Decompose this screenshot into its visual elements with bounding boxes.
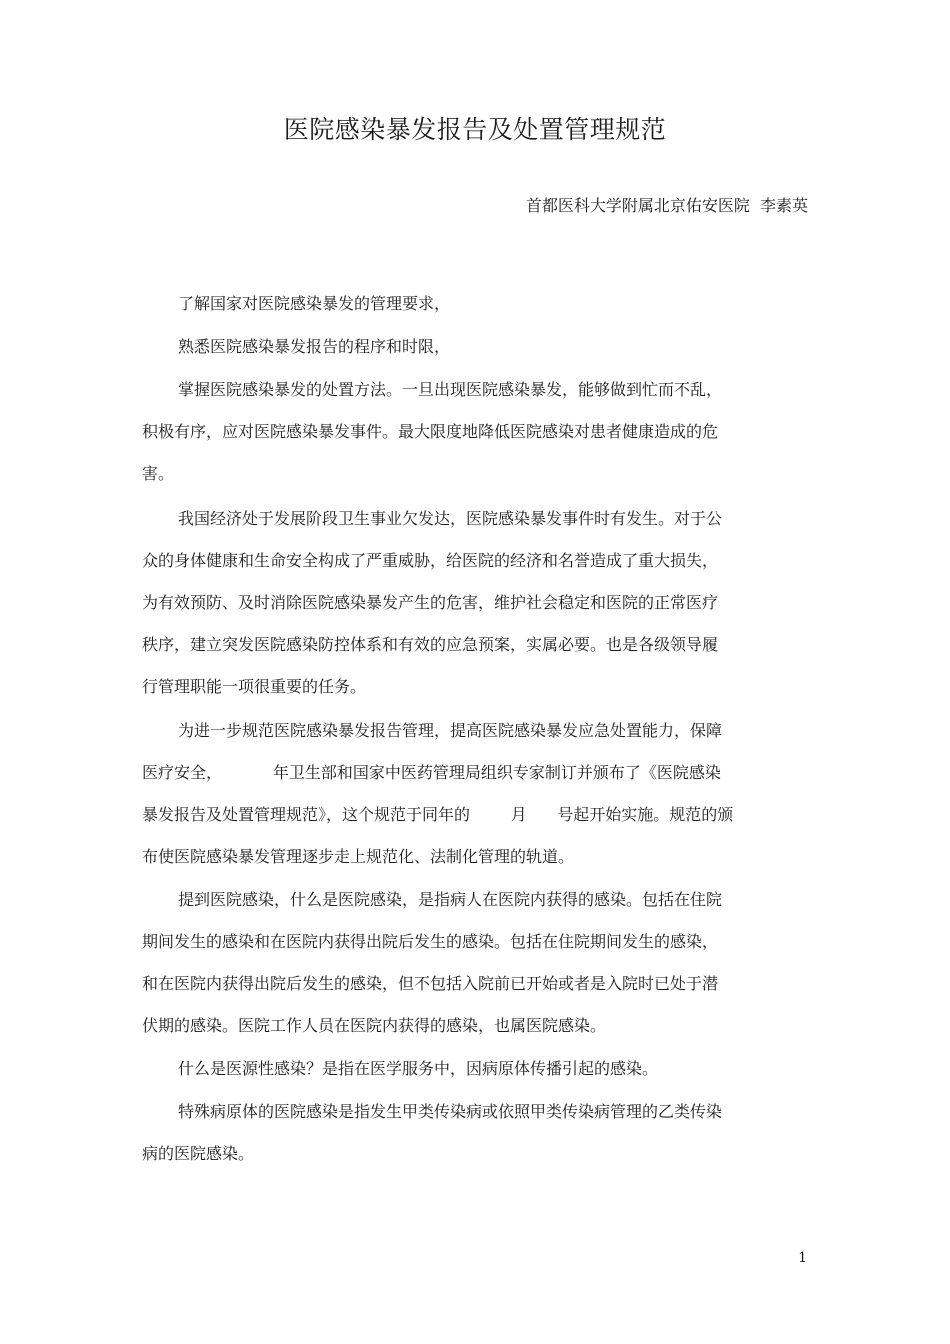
paragraph-line: 医疗安全， 年卫生部和国家中医药管理局组织专家制订并颁布了《医院感染	[142, 763, 721, 782]
paragraph-5	[142, 710, 812, 878]
paragraph-line: 害。	[142, 464, 175, 483]
paragraph-line: 积极有序，应对医院感染暴发事件。最大限度地降低医院感染对患者健康造成的危	[142, 422, 719, 441]
paragraph-line: 病的医院感染。	[142, 1144, 255, 1163]
paragraph-7	[142, 1048, 812, 1090]
paragraph-6	[142, 879, 812, 1047]
paragraph-line: 伏期的感染。医院工作人员在医院内获得的感染，也属医院感染。	[142, 1016, 607, 1035]
paragraph-line: 众的身体健康和生命安全构成了严重威胁，给医院的经济和名誉造成了重大损失，	[142, 551, 719, 570]
paragraph-line: 为有效预防、及时消除医院感染暴发产生的危害，维护社会稳定和医院的正常医疗	[142, 593, 719, 612]
paragraph-line: 了解国家对医院感染暴发的管理要求，	[178, 294, 451, 313]
paragraph-line: 什么是医源性感染？是指在医学服务中，因病原体传播引起的感染。	[178, 1059, 659, 1078]
paragraph-line: 特殊病原体的医院感染是指发生甲类传染病或依照甲类传染病管理的乙类传染	[178, 1102, 723, 1121]
paragraph-line: 提到医院感染，什么是医院感染，是指病人在医院内获得的感染。包括在住院	[178, 890, 723, 909]
paragraph-line: 为进一步规范医院感染暴发报告管理，提高医院感染暴发应急处置能力，保障	[178, 721, 723, 740]
paragraph-line: 我国经济处于发展阶段卫生事业欠发达，医院感染暴发事件时有发生。对于公	[178, 509, 723, 528]
paragraph-2	[142, 326, 812, 368]
paragraph-8	[142, 1091, 812, 1175]
paragraph-line: 秩序，建立突发医院感染防控体系和有效的应急预案，实属必要。也是各级领导履	[142, 635, 719, 654]
author-affiliation: 首都医科大学附属北京佑安医院 李素英	[525, 196, 808, 215]
paragraph-line: 暴发报告及处置管理规范》，这个规范于同年的 月 号起开始实施。规范的颁	[142, 805, 734, 824]
paragraph-line: 行管理职能一项很重要的任务。	[142, 677, 367, 696]
document-title: 医院感染暴发报告及处置管理规范	[283, 115, 667, 144]
paragraph-4	[142, 498, 812, 708]
paragraph-3	[142, 369, 812, 495]
page-number: 1	[798, 1250, 807, 1266]
paragraph-line: 和在医院内获得出院后发生的感染，但不包括入院前已开始或者是入院时已处于潜	[142, 974, 719, 993]
paragraph-line: 掌握医院感染暴发的处置方法。一旦出现医院感染暴发，能够做到忙而不乱，	[178, 380, 723, 399]
paragraph-line: 期间发生的感染和在医院内获得出院后发生的感染。包括在住院期间发生的感染，	[142, 932, 719, 951]
paragraph-1	[142, 283, 812, 325]
paragraph-line: 布使医院感染暴发管理逐步走上规范化、法制化管理的轨道。	[142, 847, 575, 866]
paragraph-line: 熟悉医院感染暴发报告的程序和时限，	[178, 337, 451, 356]
